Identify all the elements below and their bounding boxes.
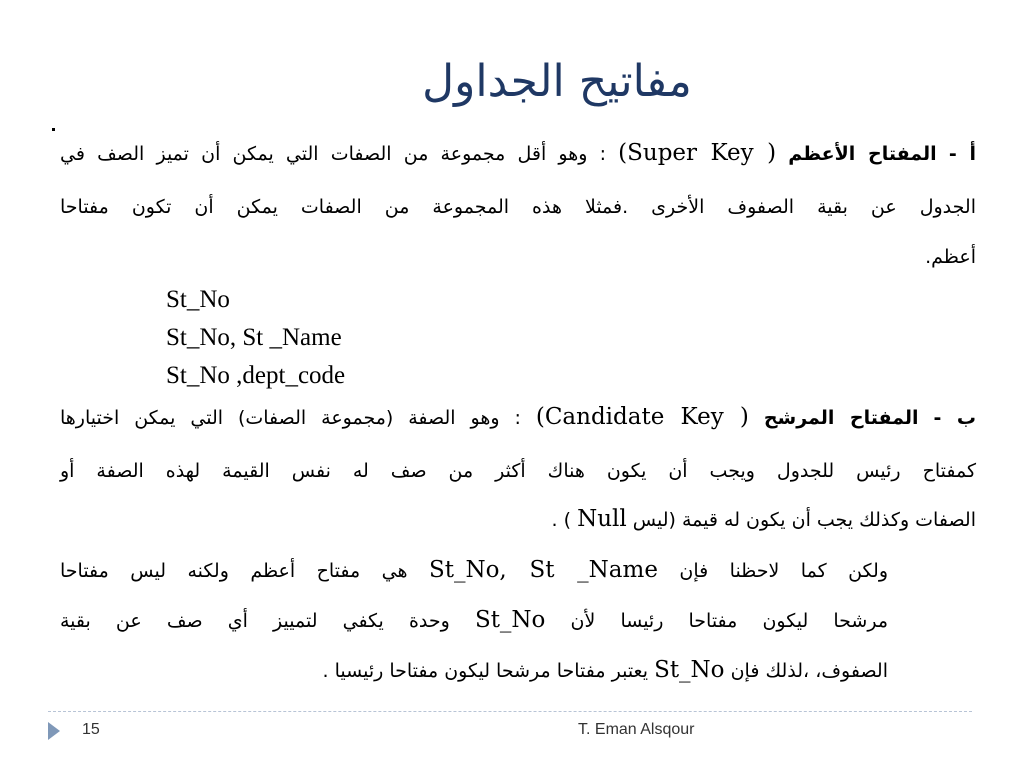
super-key-definition: : وهو أقل مجموعة من الصفات التي يمكن أن تميز الصف في: [60, 143, 606, 165]
slide-title: مفاتيح الجداول: [422, 56, 692, 107]
note-line-3: [60, 657, 888, 684]
candidate-key-term-en: (Candidate Key ): [535, 404, 749, 430]
super-key-line-3: أعظم.: [925, 246, 976, 268]
candidate-key-line-1: [60, 404, 976, 431]
candidate-key-line-2: كمفتاح رئيس للجدول ويجب أن يكون هناك أكثر من صف له نفس القيمة لهذه الصفة أو: [60, 460, 976, 482]
super-key-term: المفتاح الأعظم: [788, 143, 937, 165]
note-line-2-key: St_No: [474, 607, 546, 633]
note-line-1: [60, 557, 888, 584]
footer-author: T. Eman Alsqour: [578, 721, 695, 738]
candidate-key-definition: : وهو الصفة (مجموعة الصفات) التي يمكن اختيارها: [60, 407, 521, 429]
note-line-2-start: مرشحا ليكون مفتاحا رئيسا لأن: [570, 610, 889, 632]
note-line-2-end: وحدة يكفي لتمييز أي صف عن بقية: [60, 610, 450, 632]
super-key-term-en: (Super Key ): [618, 140, 777, 166]
example-2: St_No, St _Name: [166, 324, 342, 351]
example-1: St_No: [166, 286, 230, 313]
note-line-1-start: ولكن كما لاحظنا فإن: [679, 560, 888, 582]
note-line-1-end: هي مفتاح أعظم ولكنه ليس مفتاحا: [60, 560, 408, 582]
super-key-lead: أ -: [948, 143, 976, 165]
example-3: St_No ,dept_code: [166, 362, 346, 389]
note-line-1-keys: St_No, St _Name: [428, 557, 658, 583]
super-key-line-2: الجدول عن بقية الصفوف الأخرى .فمثلا هذه المجموعة من الصفات يمكن أن تكون مفتاحا: [60, 196, 976, 218]
candidate-key-line-3-end: ) .: [551, 509, 572, 531]
note-line-3-end: يعتبر مفتاحا مرشحا ليكون مفتاحا رئيسيا .: [322, 660, 649, 682]
note-line-3-key: St_No: [654, 657, 725, 683]
candidate-key-line-3-ar: الصفات وكذلك يجب أن يكون له قيمة (ليس: [632, 509, 976, 531]
footer-divider: [48, 711, 972, 712]
note-line-3-start: الصفوف، ،لذلك فإن: [730, 660, 888, 682]
page-number: 15: [82, 721, 100, 738]
null-keyword: Null: [577, 506, 627, 532]
triangle-right-icon: [48, 722, 60, 740]
bullet-dot: [52, 128, 55, 131]
candidate-key-line-3: [60, 506, 976, 533]
candidate-key-term: المفتاح المرشح: [763, 407, 919, 429]
note-line-2: [60, 607, 888, 634]
super-key-line-1: [60, 140, 976, 167]
candidate-key-lead: ب -: [933, 407, 977, 429]
